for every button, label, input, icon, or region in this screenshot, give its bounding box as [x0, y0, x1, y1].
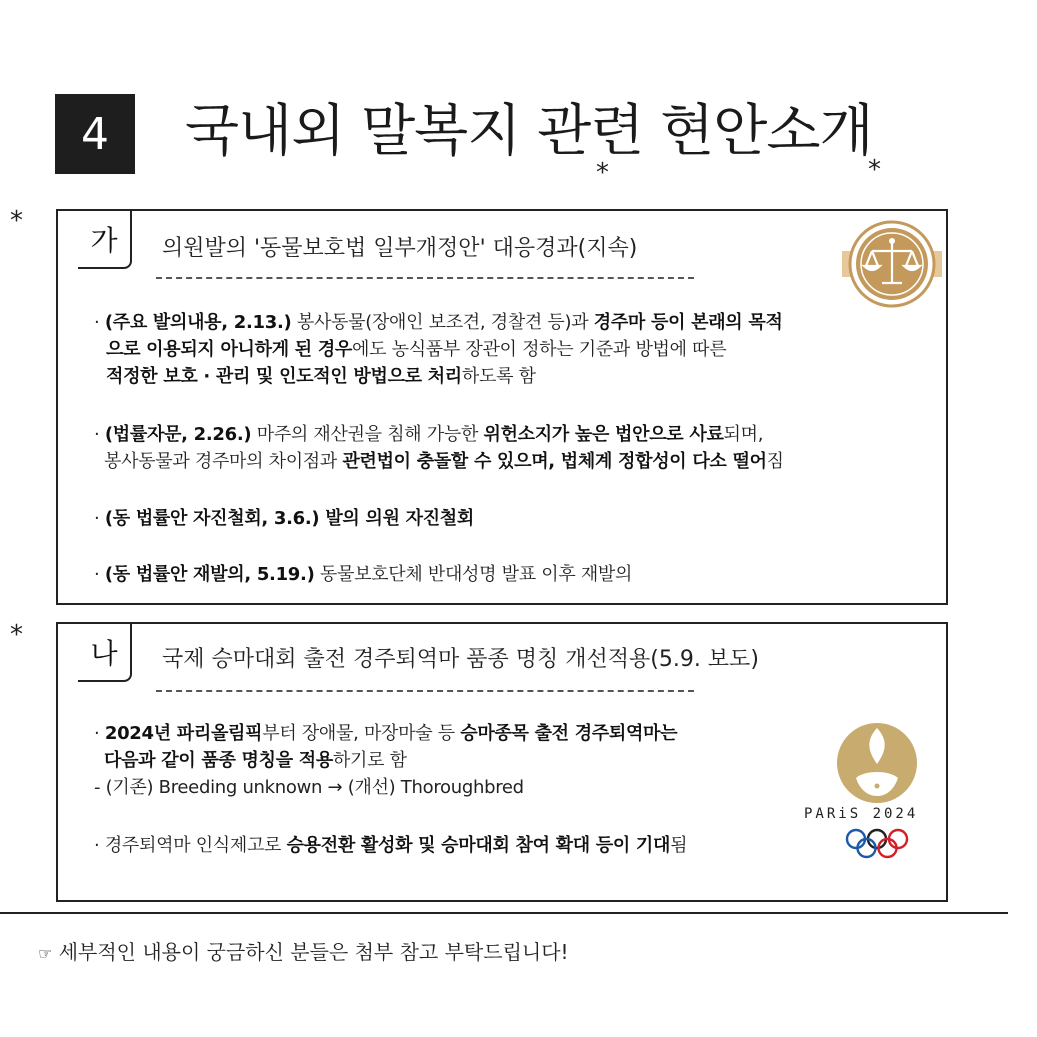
- bullet-line: [94, 309, 783, 336]
- bold-text: 위헌소지가 높은 법안으로 사료: [483, 424, 724, 445]
- olympic-rings-icon: [844, 827, 910, 865]
- dashed-divider: [156, 690, 694, 692]
- bullet-item: [94, 561, 632, 588]
- text: 봉사동물과 경주마의 차이점과: [104, 451, 343, 472]
- bullet-line: [94, 505, 474, 532]
- bold-text: 적정한 보호 · 관리 및 인도적인 방법으로 처리: [106, 366, 462, 387]
- dashed-divider: [156, 277, 694, 279]
- bold-text: 경주마 등이 본래의 목적: [593, 312, 783, 333]
- text: 봉사동물(장애인 보조견, 경찰견 등)과: [291, 312, 594, 333]
- bullet-item: [94, 505, 474, 532]
- section-number-badge: 4: [55, 94, 135, 174]
- panel-title: 국제 승마대회 출전 경주퇴역마 품종 명칭 개선적용(5.9. 보도): [162, 647, 759, 672]
- text: 되며,: [723, 424, 764, 445]
- text: ·: [94, 424, 105, 445]
- text: 부터 장애물, 마장마술 등: [262, 723, 461, 744]
- panel-title: 의원발의 '동물보호법 일부개정안' 대응경과(지속): [162, 236, 638, 261]
- text: · 경주퇴역마 인식제고로: [94, 835, 287, 856]
- text: 됨: [670, 835, 688, 856]
- panel-bill-response: [56, 209, 948, 605]
- panel-tag-na: 나: [78, 624, 132, 682]
- pointing-hand-icon: ☞: [38, 944, 53, 963]
- bold-text: (동 법률안 자진철회, 3.6.): [104, 508, 326, 529]
- bold-text: 발의 의원 자진철회: [325, 508, 474, 529]
- bullet-line: [94, 448, 784, 475]
- bold-text: 관련법이 충돌할 수 있으며, 법체계 정합성이 다소 떨어: [342, 451, 767, 472]
- text: 동물보호단체 반대성명 발표 이후 재발의: [314, 564, 633, 585]
- bold-text: 승마종목 출전 경주퇴역마는: [460, 723, 678, 744]
- bullet-line: [94, 832, 687, 859]
- bullet-item: [94, 421, 784, 475]
- bold-text: 승용전환 활성화 및 승마대회 참여 확대 등이 기대: [286, 835, 671, 856]
- bullet-line: [94, 774, 677, 801]
- star-icon: *: [10, 206, 23, 236]
- bullet-line: [94, 561, 632, 588]
- bullet-item: [94, 832, 687, 859]
- bold-text: 2024년 파리올림픽: [104, 723, 263, 744]
- star-icon: *: [596, 158, 609, 188]
- bullet-item: [94, 309, 783, 390]
- bold-text: 다음과 같이 품종 명칭을 적용: [104, 750, 333, 771]
- bold-text: (동 법률안 재발의, 5.19.): [104, 564, 315, 585]
- page-title: 국내외 말복지 관련 현안소개: [185, 99, 873, 164]
- star-icon: *: [868, 155, 881, 185]
- panel-olympics-naming: [56, 622, 948, 902]
- bold-text: (법률자문, 2.26.): [104, 424, 252, 445]
- footer-text: 세부적인 내용이 궁금하신 분들은 첨부 참고 부탁드립니다!: [58, 940, 569, 964]
- text: ·: [94, 508, 105, 529]
- bullet-line: [94, 720, 677, 747]
- text: ·: [94, 723, 105, 744]
- text: 마주의 재산권을 침해 가능한: [251, 424, 484, 445]
- text: - (기존) Breeding unknown → (개선) Thoroughbred: [94, 777, 524, 798]
- paris-2024-emblem-icon: [834, 720, 934, 806]
- text: 하기로 함: [332, 750, 407, 771]
- panel-tag-ga: 가: [78, 211, 132, 269]
- paris-2024-wordmark: PARiS 2024: [804, 806, 919, 822]
- text: 에도 농식품부 장관이 정하는 기준과 방법에 따른: [352, 339, 727, 360]
- text: 하도록 함: [461, 366, 536, 387]
- bullet-line: [94, 363, 783, 390]
- bullet-item: [94, 720, 677, 801]
- bold-text: 으로 이용되지 아니하게 된 경우: [106, 339, 353, 360]
- star-icon: *: [10, 620, 23, 650]
- bullet-line: [94, 747, 677, 774]
- scales-of-justice-icon: [842, 219, 942, 313]
- text: ·: [94, 564, 105, 585]
- bold-text: (주요 발의내용, 2.13.): [104, 312, 292, 333]
- text: ·: [94, 312, 105, 333]
- bullet-line: [94, 336, 783, 363]
- section-divider: [0, 912, 1008, 914]
- text: 짐: [766, 451, 784, 472]
- bullet-line: [94, 421, 784, 448]
- footer-note: [38, 936, 569, 965]
